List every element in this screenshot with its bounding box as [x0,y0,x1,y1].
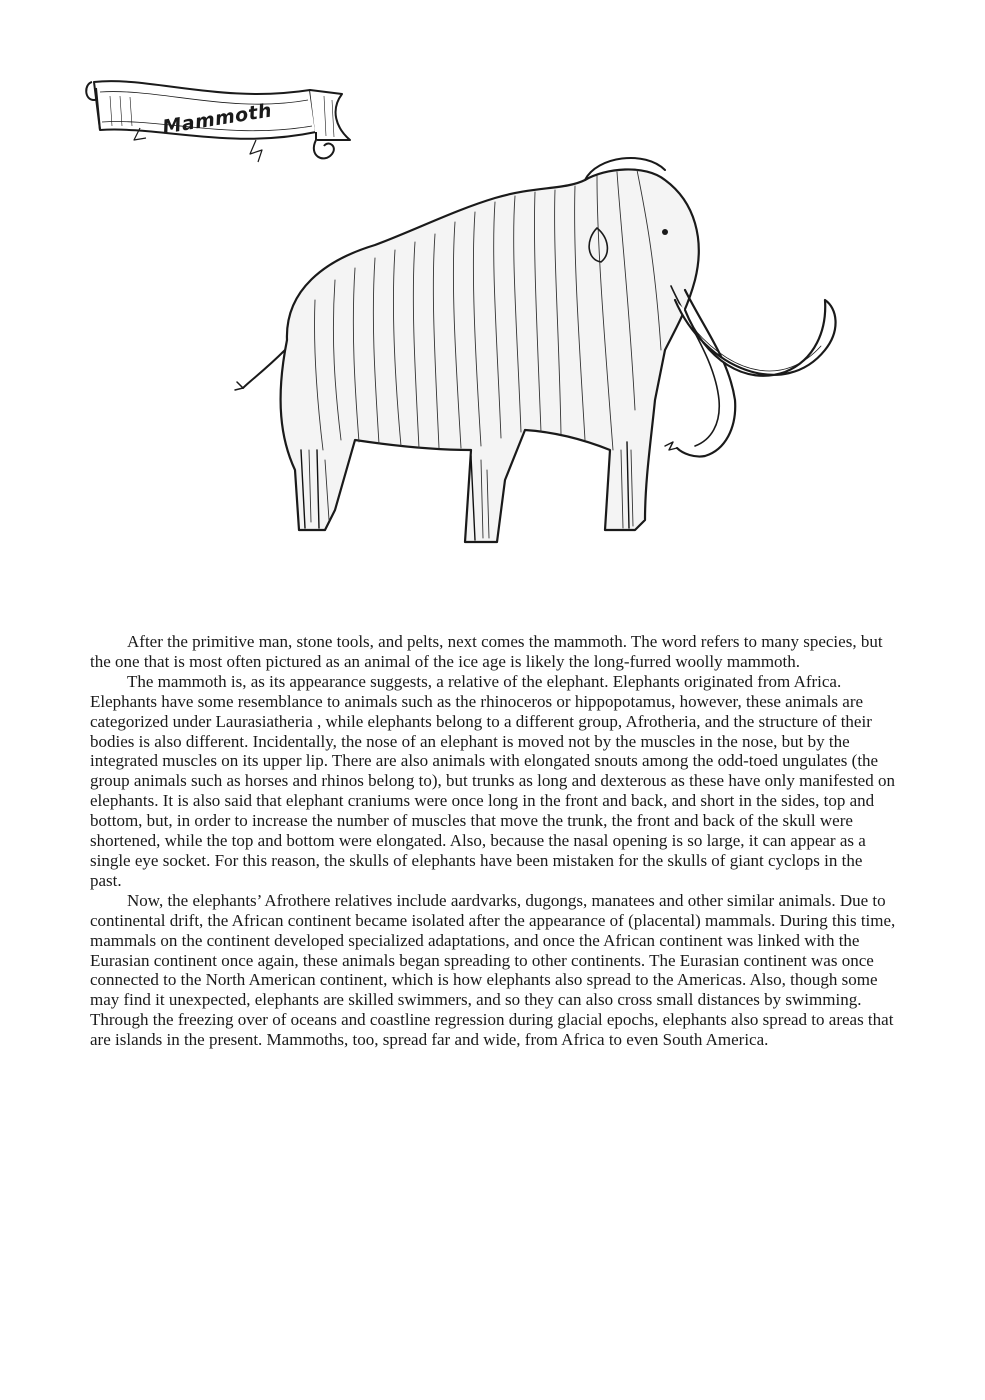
banner-title: Mammoth [160,99,274,139]
mammoth-illustration [225,150,855,560]
article-body [90,632,898,1050]
article-paragraph: The mammoth is, as its appearance suggests, a relative of the elephant. Elephants originated from Africa. Elephants have some resemblance to animals such as the rhinoceros or hippopotamus, however, these animals are categorized under Laurasiatheria , while elephants belong to a different group, Afrotheria, and the structure of their bodies is also different. Incidentally, the nose of an elephant is moved not by the muscles in the nose, but by the integrated muscles on its upper lip. There are also animals with elongated snouts among the odd-toed ungulates (the group animals such as horses and rhinos belong to), but trunks as long and dexterous as these have only manifested on elephants. It is also said that elephant craniums were once long in the front and back, and short in the sides, top and bottom, but, in order to increase the number of muscles that move the trunk, the front and back of the skull were shortened, while the top and bottom were elongated. Also, because the nasal opening is so large, it can appear as a single eye socket. For this reason, the skulls of elephants have been mistaken for the skulls of giant cyclops in the past. [90,671,895,890]
mammoth-drawing [225,150,855,560]
article-paragraph: Now, the elephants’ Afrothere relatives include aardvarks, dugongs, manatees and other similar animals. Due to continental drift, the African continent became isolated after the appearance of (placental) mammals. During this time, mammals on the continent developed specialized adaptations, and once the African continent was linked with the Eurasian continent once again, these animals began spreading to other continents. The Eurasian continent was once connected to the North American continent, which is how elephants also spread to the Americas. Also, though some may find it unexpected, elephants are skilled swimmers, and so they can also cross small distances by swimming. Through the freezing over of oceans and coastline regression during glacial epochs, elephants also spread to areas that are islands in the present. Mammoths, too, spread far and wide, from Africa to even South America. [90,890,896,1050]
article-paragraph: After the primitive man, stone tools, and pelts, next comes the mammoth. The word refers to many species, but the one that is most often pictured as an animal of the ice age is likely the long-furred woolly mammoth. [90,632,883,671]
